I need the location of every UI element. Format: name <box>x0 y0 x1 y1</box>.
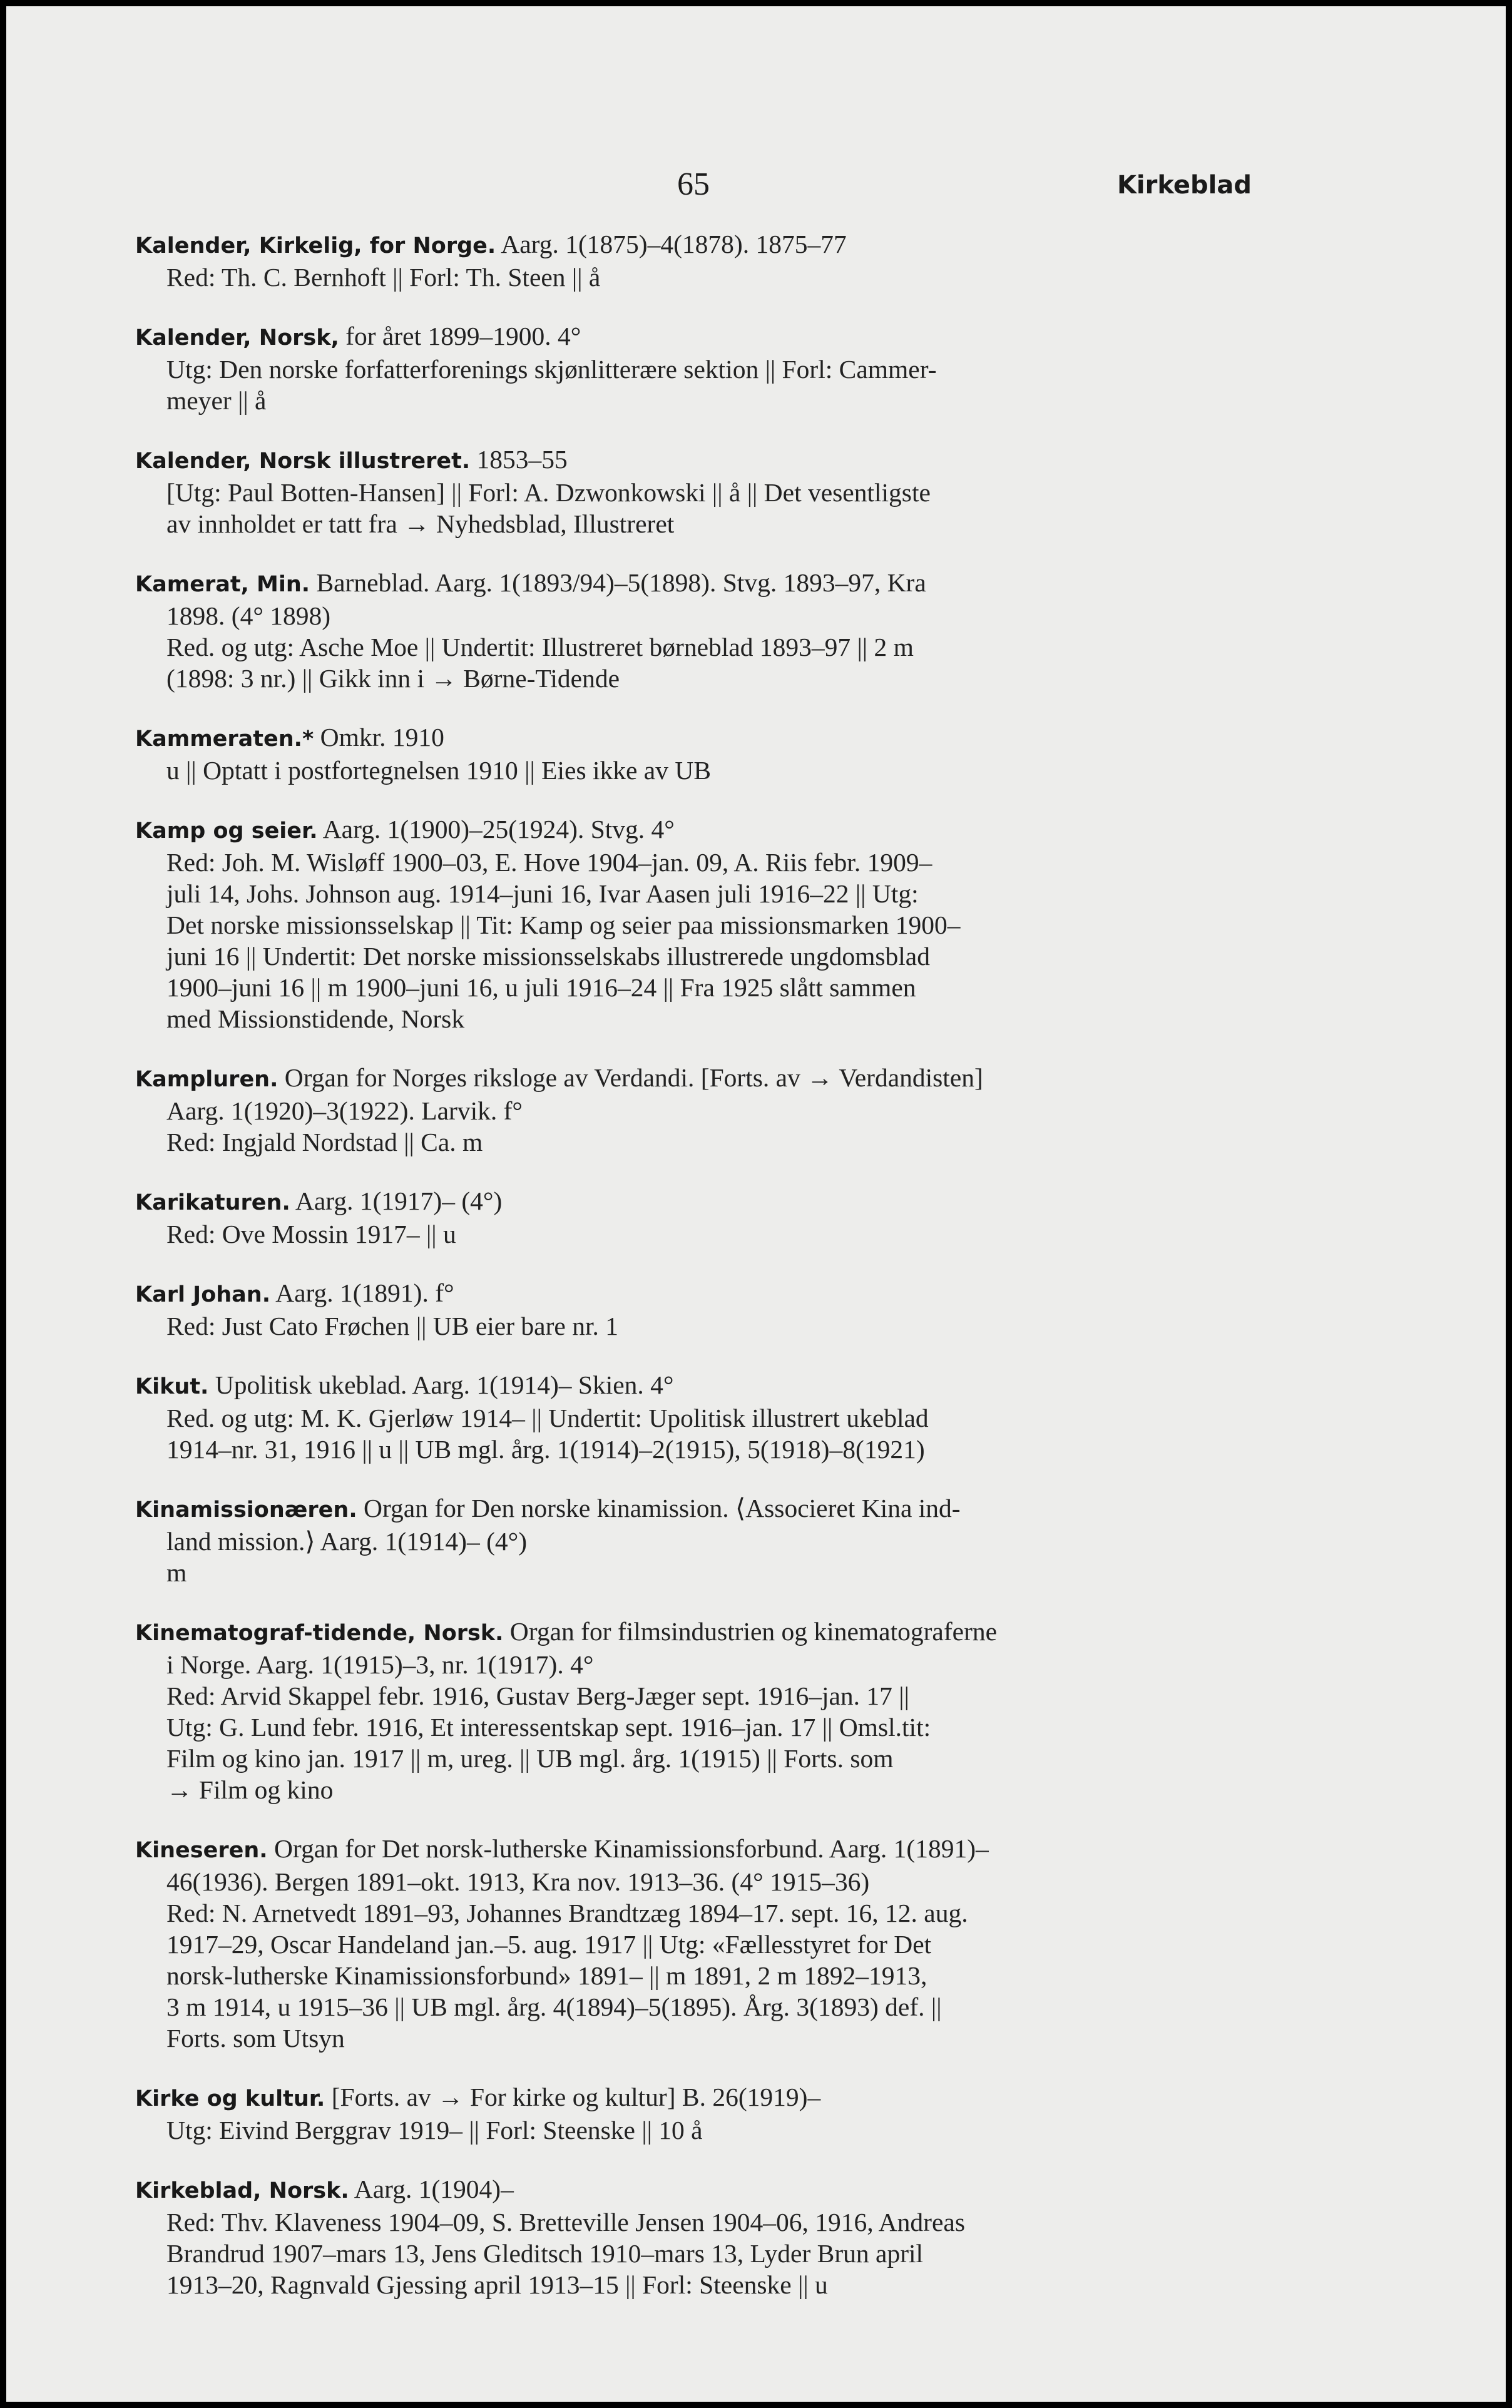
entry-karl-johan <box>135 1277 1250 1342</box>
entry-first-line-text: Aarg. 1(1900)–25(1924). Stvg. 4° <box>322 815 675 844</box>
entry-line: Utg: Den norske forfatterforenings skjønlitterære sektion || Forl: Cammer- <box>166 355 937 384</box>
entry-line: Forts. som Utsyn <box>166 2024 345 2053</box>
entry-first-line <box>135 1833 1250 1866</box>
entry-line: m <box>166 1558 187 1587</box>
entry-first-line <box>135 1277 1250 1310</box>
entry-line: Red: Th. C. Bernhoft || Forl: Th. Steen || å <box>166 263 601 292</box>
entry-kampluren <box>135 1062 1250 1158</box>
entry-kalender-norsk-illustreret <box>135 444 1250 539</box>
entry-line: Red. og utg: M. K. Gjerløw 1914– || Undertit: Upolitisk illustrert ukeblad <box>166 1404 929 1432</box>
document-page <box>6 6 1506 2402</box>
entry-headword: Kinamissionæren. <box>135 1497 357 1523</box>
entry-line: Film og kino jan. 1917 || m, ureg. || UB mgl. årg. 1(1915) || Forts. som <box>166 1744 894 1773</box>
entry-headword: Kamp og seier. <box>135 819 318 844</box>
entry-karikaturen <box>135 1185 1250 1250</box>
entry-line: Red: Joh. M. Wisløff 1900–03, E. Hove 1904–jan. 09, A. Riis febr. 1909– <box>166 848 932 877</box>
entry-first-line-text: Upolitisk ukeblad. Aarg. 1(1914)– Skien. 4° <box>215 1370 674 1399</box>
entry-kalender-kirkelig <box>135 228 1250 293</box>
entry-line: 1900–juni 16 || m 1900–juni 16, u juli 1916–24 || Fra 1925 slått sammen <box>166 973 916 1002</box>
entry-first-line <box>135 1616 1250 1649</box>
entry-first-line <box>135 722 1250 755</box>
entry-kinematograf-tidende <box>135 1616 1250 1805</box>
entry-first-line-text: Omkr. 1910 <box>320 723 444 752</box>
entry-headword: Kirkeblad, Norsk. <box>135 2178 349 2203</box>
entry-line: meyer || å <box>166 386 267 415</box>
entry-headword: Kamerat, Min. <box>135 572 310 597</box>
entry-line: Red: Ove Mossin 1917– || u <box>166 1220 456 1248</box>
entry-kineseren <box>135 1833 1250 2054</box>
entry-headword: Kampluren. <box>135 1067 278 1092</box>
entry-kinamissionaeren <box>135 1492 1250 1588</box>
entry-line: (1898: 3 nr.) || Gikk inn i → Børne-Tidende <box>166 664 620 693</box>
entry-line: Utg: Eivind Berggrav 1919– || Forl: Steenske || 10 å <box>166 2116 703 2145</box>
entry-line: Red: Just Cato Frøchen || UB eier bare nr. 1 <box>166 1312 618 1340</box>
entry-line: med Missionstidende, Norsk <box>166 1004 465 1033</box>
entry-line: Red: N. Arnetvedt 1891–93, Johannes Brandtzæg 1894–17. sept. 16, 12. aug. <box>166 1899 968 1927</box>
entry-headword: Kalender, Norsk, <box>135 325 339 350</box>
entry-first-line-text: Organ for Det norsk-lutherske Kinamissionsforbund. Aarg. 1(1891)– <box>273 1834 989 1863</box>
entry-headword: Kalender, Kirkelig, for Norge. <box>135 233 496 258</box>
entry-first-line-text: [Forts. av → For kirke og kultur] B. 26(1919)– <box>331 2083 821 2111</box>
entry-line: Brandrud 1907–mars 13, Jens Gleditsch 1910–mars 13, Lyder Brun april <box>166 2239 924 2268</box>
entry-first-line-text: Organ for filmsindustrien og kinematograferne <box>509 1617 998 1646</box>
entry-first-line <box>135 1492 1250 1526</box>
entry-first-line <box>135 567 1250 600</box>
entry-first-line-text: Organ for Den norske kinamission. ⟨Associeret Kina ind- <box>364 1494 961 1523</box>
entry-line: 1917–29, Oscar Handeland jan.–5. aug. 1917 || Utg: «Fællesstyret for Det <box>166 1930 932 1959</box>
entry-headword: Kikut. <box>135 1374 209 1399</box>
entry-headword: Kirke og kultur. <box>135 2086 325 2111</box>
entry-kamp-og-seier <box>135 814 1250 1034</box>
entry-line: Det norske missionsselskap || Tit: Kamp og seier paa missionsmarken 1900– <box>166 911 961 939</box>
entry-first-line-text: Aarg. 1(1917)– (4°) <box>295 1186 503 1215</box>
entry-first-line-text: Organ for Norges riksloge av Verdandi. [Forts. av → Verdandisten] <box>284 1063 983 1092</box>
entry-line: Red: Thv. Klaveness 1904–09, S. Bretteville Jensen 1904–06, 1916, Andreas <box>166 2208 965 2237</box>
entry-kamerat-min <box>135 567 1250 694</box>
entry-line: Red: Arvid Skappel febr. 1916, Gustav Berg-Jæger sept. 1916–jan. 17 || <box>166 1681 909 1710</box>
entry-headword: Kalender, Norsk illustreret. <box>135 449 471 474</box>
entry-headword: Kineseren. <box>135 1838 268 1863</box>
entry-first-line <box>135 228 1250 262</box>
entry-first-line-text: 1853–55 <box>476 445 568 474</box>
entry-line: juni 16 || Undertit: Det norske missionsselskabs illustrerede ungdomsblad <box>166 942 930 971</box>
entry-headword: Kammeraten.* <box>135 727 314 752</box>
entry-first-line-text: Barneblad. Aarg. 1(1893/94)–5(1898). Stvg. 1893–97, Kra <box>316 568 926 597</box>
entry-first-line-text: Aarg. 1(1875)–4(1878). 1875–77 <box>501 230 847 258</box>
entry-headword: Karikaturen. <box>135 1190 290 1215</box>
entry-kirkeblad-norsk <box>135 2173 1250 2300</box>
entry-headword: Karl Johan. <box>135 1282 270 1307</box>
entry-line: i Norge. Aarg. 1(1915)–3, nr. 1(1917). 4° <box>166 1650 594 1679</box>
entry-line: → Film og kino <box>166 1775 334 1804</box>
entry-line: u || Optatt i postfortegnelsen 1910 || Eies ikke av UB <box>166 756 712 785</box>
entry-line: 46(1936). Bergen 1891–okt. 1913, Kra nov. 1913–36. (4° 1915–36) <box>166 1867 870 1896</box>
entry-kirke-og-kultur <box>135 2081 1250 2146</box>
entry-headword: Kinematograf-tidende, Norsk. <box>135 1621 504 1646</box>
entry-line: av innholdet er tatt fra → Nyhedsblad, Illustreret <box>166 509 675 538</box>
running-head: Kirkeblad <box>1116 171 1252 200</box>
entry-line: 1898. (4° 1898) <box>166 601 331 630</box>
entry-first-line <box>135 1062 1250 1095</box>
entry-kikut <box>135 1369 1250 1465</box>
entry-first-line <box>135 444 1250 477</box>
entry-kammeraten <box>135 722 1250 786</box>
entry-line: Utg: G. Lund febr. 1916, Et interessentskap sept. 1916–jan. 17 || Omsl.tit: <box>166 1713 931 1742</box>
entry-first-line <box>135 1185 1250 1218</box>
entry-line: land mission.⟩ Aarg. 1(1914)– (4°) <box>166 1527 528 1556</box>
entry-line: juli 14, Johs. Johnson aug. 1914–juni 16, Ivar Aasen juli 1916–22 || Utg: <box>166 879 919 908</box>
entry-first-line <box>135 320 1250 354</box>
entry-first-line <box>135 1369 1250 1402</box>
page-number: 65 <box>677 166 710 202</box>
entry-line: [Utg: Paul Botten-Hansen] || Forl: A. Dzwonkowski || å || Det vesentligste <box>166 478 931 507</box>
entry-line: Red: Ingjald Nordstad || Ca. m <box>166 1128 483 1156</box>
entry-first-line <box>135 814 1250 847</box>
entry-first-line <box>135 2081 1250 2115</box>
entry-first-line-text: Aarg. 1(1904)– <box>354 2175 514 2203</box>
entry-first-line <box>135 2173 1250 2206</box>
page-header <box>6 166 1506 210</box>
entry-first-line-text: for året 1899–1900. 4° <box>345 322 581 350</box>
entry-first-line-text: Aarg. 1(1891). f° <box>275 1278 454 1307</box>
entry-line: 1913–20, Ragnvald Gjessing april 1913–15 || Forl: Steenske || u <box>166 2270 828 2299</box>
entry-line: norsk-lutherske Kinamissionsforbund» 1891– || m 1891, 2 m 1892–1913, <box>166 1961 927 1990</box>
entry-line: 1914–nr. 31, 1916 || u || UB mgl. årg. 1(1914)–2(1915), 5(1918)–8(1921) <box>166 1435 925 1464</box>
entry-line: 3 m 1914, u 1915–36 || UB mgl. årg. 4(1894)–5(1895). Årg. 3(1893) def. || <box>166 1992 942 2021</box>
entry-kalender-norsk <box>135 320 1250 416</box>
catalogue-entries <box>135 228 1250 2328</box>
entry-line: Aarg. 1(1920)–3(1922). Larvik. f° <box>166 1096 523 1125</box>
entry-line: Red. og utg: Asche Moe || Undertit: Illustreret børneblad 1893–97 || 2 m <box>166 633 914 661</box>
